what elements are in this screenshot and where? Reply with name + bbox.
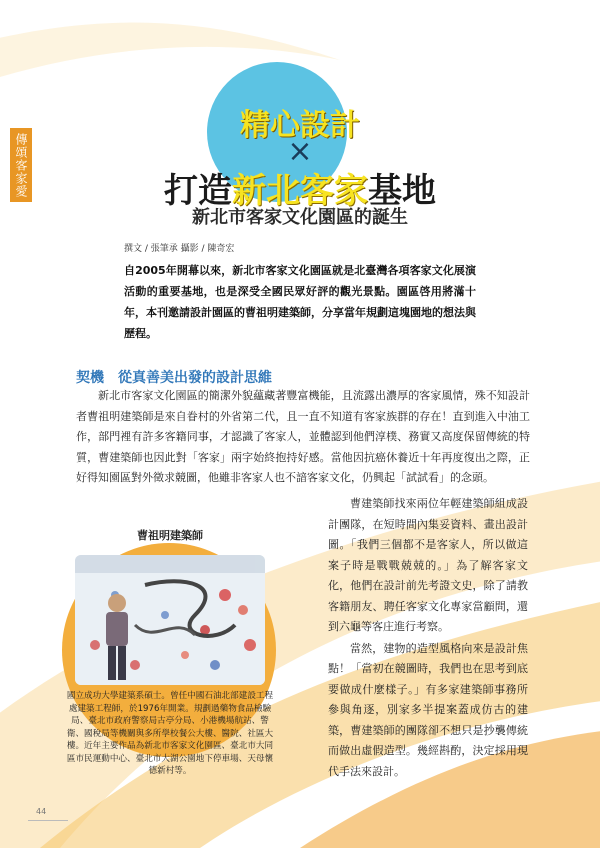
body-paragraph-1: 新北市客家文化園區的簡潔外貌蘊藏著豐富機能，且流露出濃厚的客家風情，殊不知設計者曹祖明建築師是來自眷村的外省第二代，且一直不知道有客家族群的存在！直到進入中油工作，部門裡有許多客籍同事，才認識了客家人，並體認到他們淳樸、務實又高度保留傳統的特質，曹建築師也因此對「客家」兩字始終抱持好感。當他因抗癌休養近十年再度復出之際，正好得知園區對外徵求競圖，他雖非客家人也不諳客家文化，仍興起「試試看」的念頭。: [76, 389, 530, 484]
architect-bio: 國立成功大學建築系碩士。曾任中國石油北部建設工程處建築工程師，於1976年開業。規劃過藥物食品檢驗局、臺北市政府警察局古亭分局、小港機場航站、警衛、國稅局等機關與多所學校餐公大樓、醫院、社區大樓。近年主要作品為新北市客家文化園區、臺北市大同區市民運動中心、臺北市大湖公園地下停車場、天母懷德新村等。: [66, 691, 274, 776]
title-line1: 精心設計: [240, 108, 360, 143]
title-cross: ×: [287, 134, 313, 169]
body-column-right: [328, 494, 528, 783]
page-number-rule: [28, 820, 68, 821]
title-line2-pre: 打造: [164, 171, 232, 211]
section-heading: 契機 從真善美出發的設計思維: [76, 370, 272, 386]
photo-caption-title: 曹祖明建築師: [137, 529, 203, 542]
body-paragraph-2: 曹建築師找來兩位年輕建築師組成設計團隊，在短時間內集妥資料、畫出設計圖。「我們三個都不是客家人，所以做這案子時是戰戰兢兢的。」為了解客家文化，他們在設計前先考證文史，除了請教客籍朋友、聘任客家文化專家當顧問，還到六龜等客庄進行考察。: [328, 497, 528, 633]
title-line2-post: 基地: [368, 171, 436, 211]
intro-paragraph: 自2005年開幕以來，新北市客家文化園區就是北臺灣各項客家文化展演活動的重要基地，也是深受全國民眾好評的觀光景點。園區啓用將滿十年，本刊邀請設計園區的曹祖明建築師，分享當年規劃這塊園地的想法與歷程。: [124, 264, 476, 340]
byline: 撰文 / 張筆承 攝影 / 陳奇宏: [124, 244, 235, 254]
title-line2-highlight: 新北客家: [232, 171, 368, 211]
body-paragraph-3: 當然，建物的造型風格向來是設計焦點！「當初在競圖時，我們也在思考到底要做成什麼樣子。」有多家建築師事務所參與角逐，別家多半提案蓋成仿古的建築，曹建築師的團隊卻不想只是抄襲傳統而做出虛假造型。幾經斟酌，決定採用現代手法來設計。: [328, 641, 528, 778]
section-tab: 傳頌客家愛: [10, 128, 32, 202]
subtitle: 新北市客家文化園區的誕生: [192, 207, 408, 228]
page-number: 44: [36, 807, 47, 816]
architect-photo: [75, 555, 265, 685]
